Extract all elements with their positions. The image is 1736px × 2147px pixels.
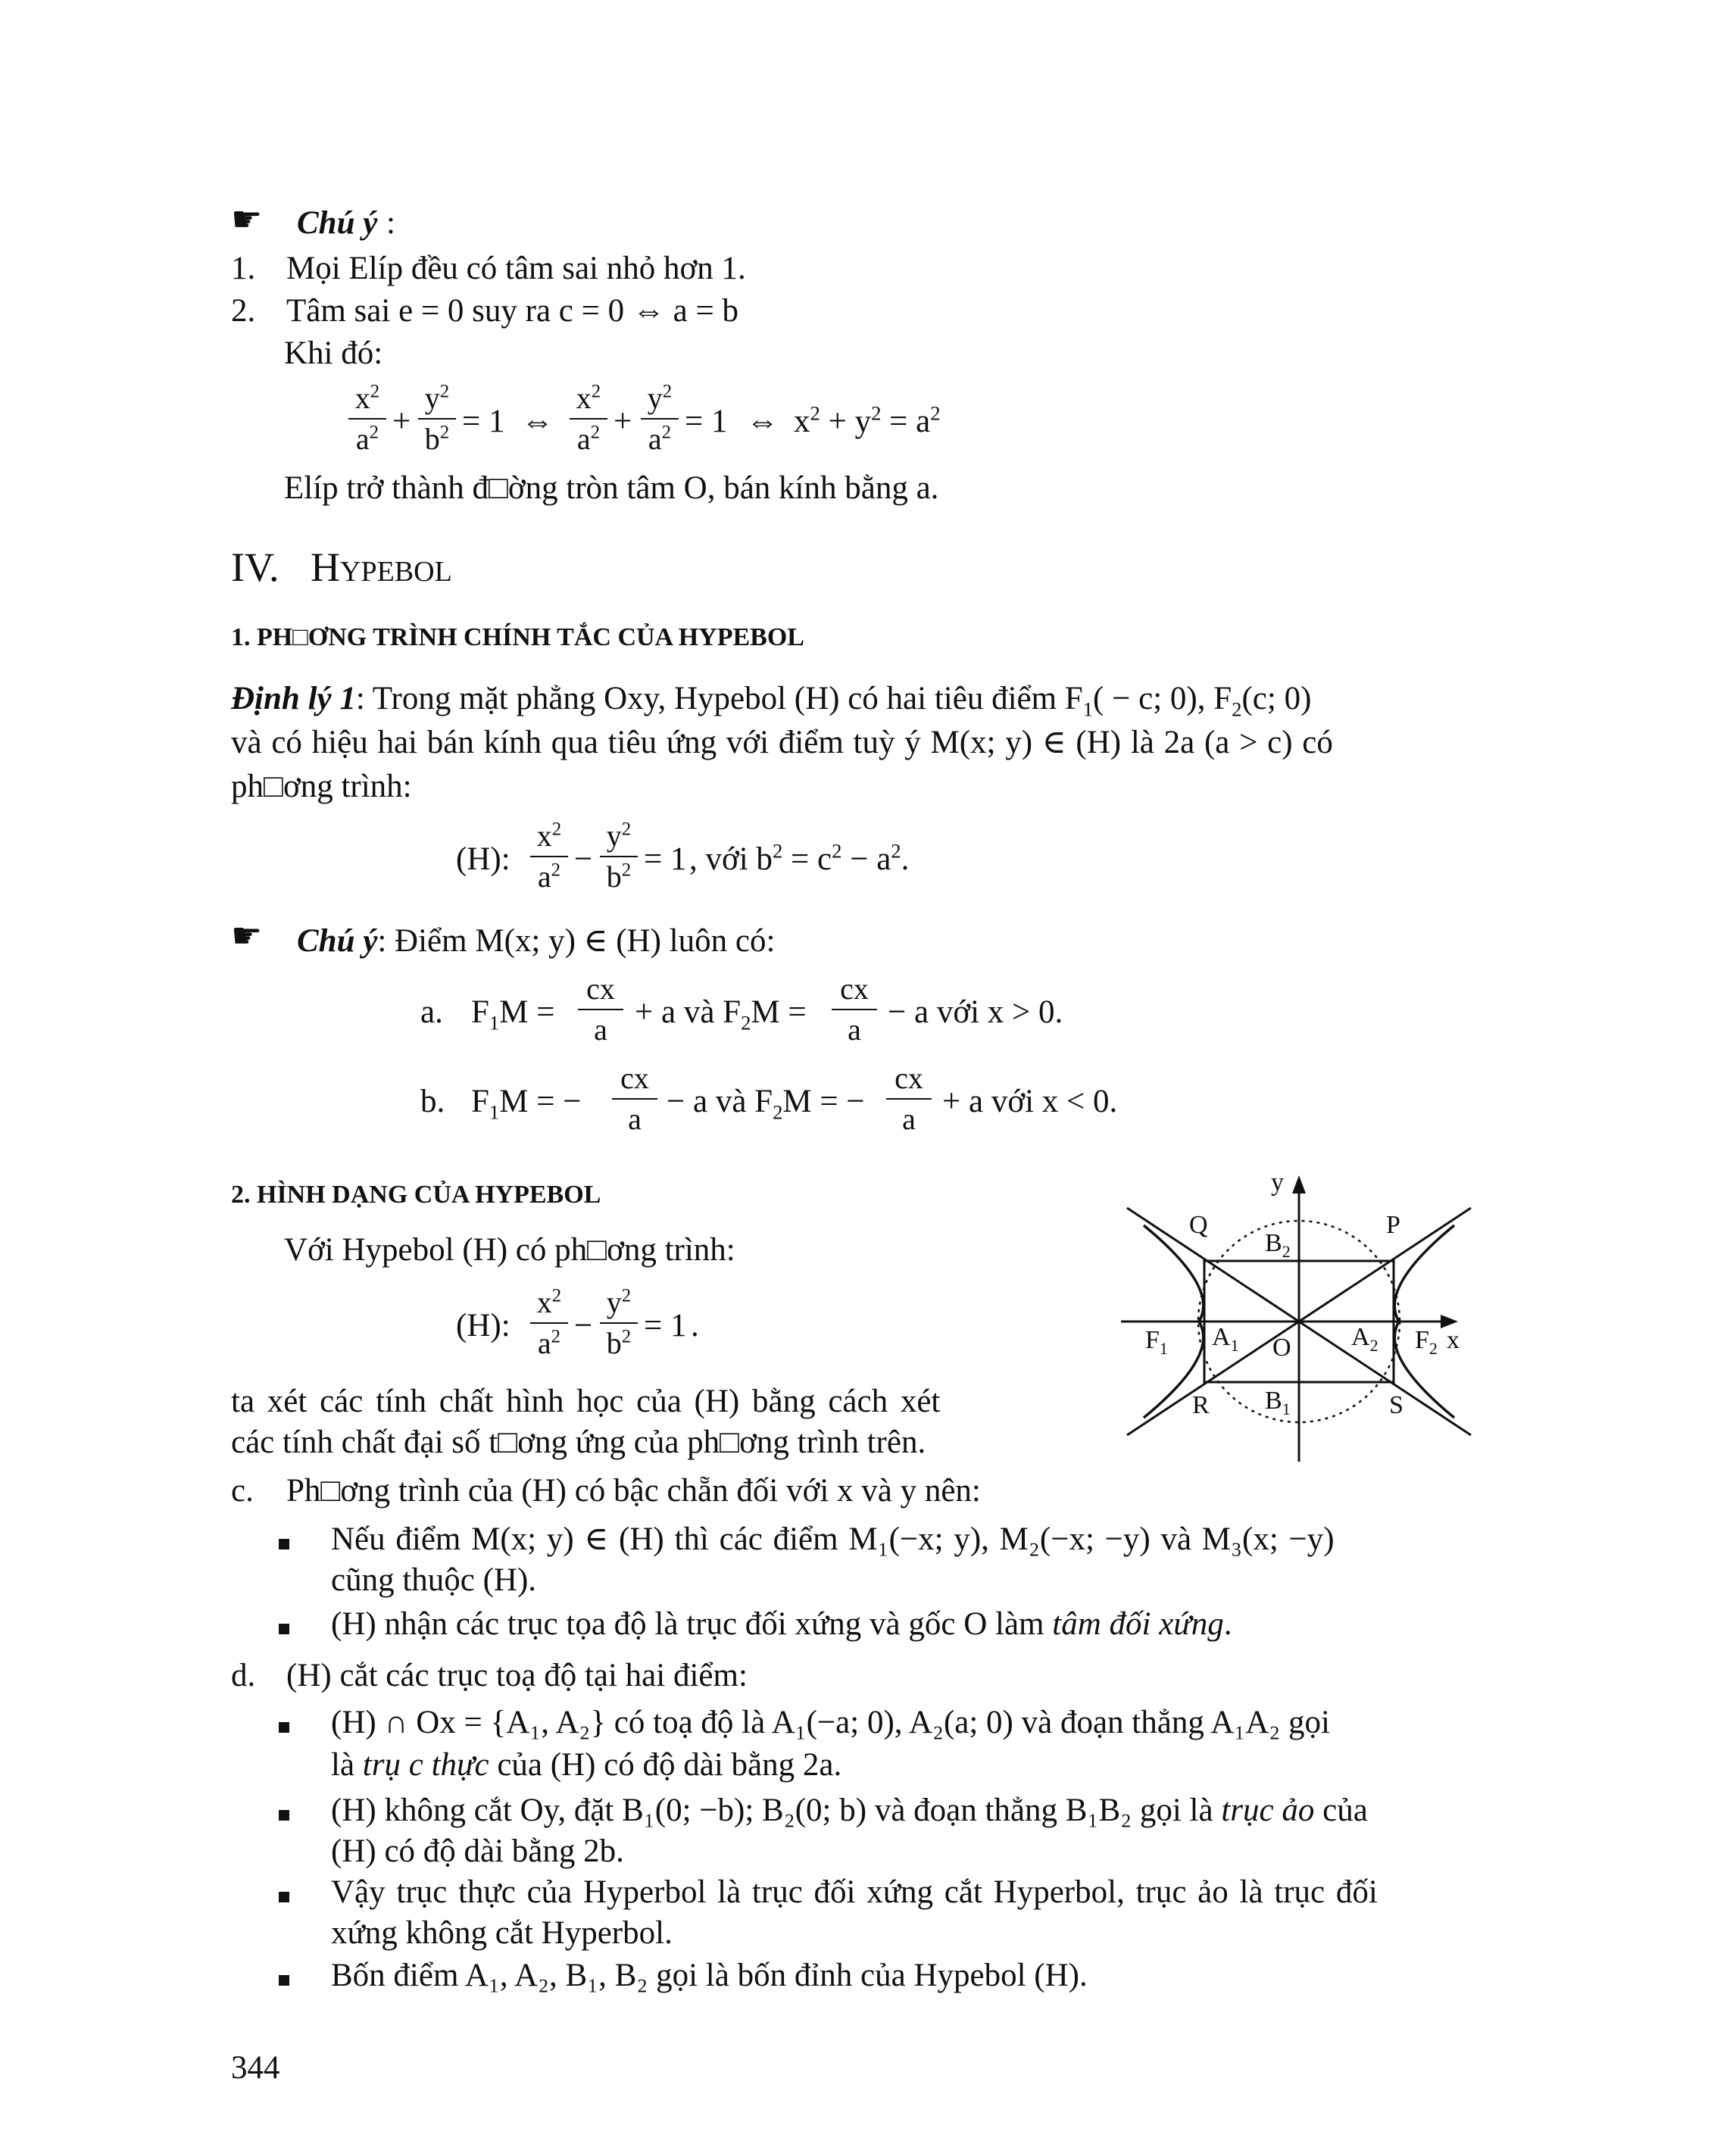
label-P: P [1386, 1211, 1400, 1239]
label-B2: $B_2$ [1265, 1229, 1291, 1261]
bullet-icon [279, 1810, 289, 1821]
list-item: (H) cắt các trục toạ độ tại hai điểm: [286, 1658, 748, 1693]
bullet-icon [279, 1975, 289, 1986]
list-number: 1. [231, 251, 256, 286]
fraction: cx a [578, 971, 623, 1048]
page-number: 344 [231, 2050, 280, 2086]
text-khi-do: Khi đó: [284, 335, 383, 371]
fraction: $x^2$ $a^2$ [530, 818, 568, 895]
bullet-text: cũng thuộc (H). [331, 1562, 537, 1598]
bullet-text: Bốn điểm A₁, A₂, B₁, B₂ gọi là bốn đỉnh của Hypebol (H). [331, 1958, 1088, 1993]
list-label: c. [231, 1473, 254, 1509]
label-Q: Q [1189, 1211, 1208, 1239]
section-number: IV. [231, 545, 279, 590]
text-line: các tính chất đại số t□ơng ứng của ph□ơng trình trên. [231, 1425, 926, 1460]
section-title: Hypebol [311, 545, 452, 590]
document-page: ☛ Chú ý : 1. Mọi Elíp đều có tâm sai nhỏ hơn 1. 2. Tâm sai e = 0 suy ra c = 0 ⇔ a = b Khi đó: $x^2$ $a^2$ + $y^2$ $b^2$ = 1 ⇔ $x^2$ $a^2$ + $y^2$ $a^2$ = 1 ⇔ $x^2 + y^2 = a^2$ Elíp trở thành đ□ờng tròn tâm O, bán kính bằng a. IV. Hypebol 1. PH□ƠNG TRÌNH CHÍNH TẮC CỦA HYPEBOL Định lý 1: Trong mặt phẳng Oxy, Hypebol (H) có hai tiêu điểm $F_1( - c$; 0), $F_2(c$; 0) và có hiệu hai bán kính qua tiêu ứng với điểm tuỳ ý M(x; y) ∈ (H) là 2a (a > c) có ph□ơng trình: (H): $x^2$ $a^2$ − $y^2$ $b^2$ = 1 , với $b^2 = c^2 - a^2$. ☛ Chú ý: Điểm M(x; y) ∈ (H) luôn có: a. $F_1M$ = cx a + a và $F_2M$ = cx a − a với x > 0. b. $F_1M$ = − cx a − a và $F_2M$ = − cx a + a với x < 0. 2. HÌNH DẠNG CỦA HYPEBOL Với Hypebol (H) có ph□ơng trình: (H): $x^2$ $a^2$ − $y^2$ $b^2$ = 1 . ta xét các tính chất hình học của (H) bằng cách xét các tính chất đại số t□ơng ứng của ph□ơng trình trên. y x Q P $B_2$ $F_1$ $A_1$ O $A_2$ $F_2$ R $B_1$ S c. Ph□ơng trình của (H) có bậc chẵn đối với x và y nên: Nếu điểm M(x; y) ∈ (H) thì các điểm M₁(−x; y), M₂(−x; −y) và M₃(x; −y) cũng thuộc (H). (H) nhận các trục tọa độ là trục đối xứng và gốc O làm tâm đối xứng. d. (H) cắt các trục toạ độ tại hai điểm: (H) ∩ Ox = {A₁, A₂} có toạ độ là A₁(−a; 0), A₂(a; 0) và đoạn thẳng A₁A₂ gọi là trụ c thực của (H) có độ dài bằng 2a. (H) không cắt Oy, đặt B₁(0; −b); B₂(0; b) và đoạn thẳng B₁B₂ gọi là trục ảo của (H) có độ dài bằng 2b. Vậy trục thực của Hyperbol là trục đối xứng cắt Hyperbol, trục ảo là trục đối xứng không cắt Hyperbol. Bốn điểm A₁, A₂, B₁, B₂ gọi là bốn đỉnh của Hypebol (H). 344 [0, 0, 1736, 2147]
bullet-text: Vậy trục thực của Hyperbol là trục đối xứng cắt Hyperbol, trục ảo là trục đối [331, 1874, 1378, 1910]
label-x: x [1447, 1326, 1460, 1354]
subsection-title: 1. PH□ƠNG TRÌNH CHÍNH TẮC CỦA HYPEBOL [231, 623, 804, 651]
theorem-line: và có hiệu hai bán kính qua tiêu ứng với điểm tuỳ ý M(x; y) ∈ (H) là 2a (a > c) có [231, 725, 1333, 760]
hyperbola-figure [1113, 1166, 1477, 1469]
fraction: $y^2$ $a^2$ [641, 380, 679, 457]
label-S: S [1389, 1391, 1403, 1419]
bullet-text: (H) không cắt Oy, đặt B₁(0; −b); B₂(0; b) và đoạn thẳng B₁B₂ gọi là trục ảo của [331, 1793, 1368, 1828]
text-line: ta xét các tính chất hình học của (H) bằng cách xét [231, 1384, 941, 1419]
list-item: Tâm sai e = 0 suy ra c = 0 ⇔ a = b [286, 293, 738, 329]
note-label: Chú ý [297, 205, 378, 241]
bullet-icon [279, 1624, 289, 1634]
text-ellipse-circle: Elíp trở thành đ□ờng tròn tâm O, bán kính bằng a. [284, 470, 939, 506]
bullet-text: xứng không cắt Hyperbol. [331, 1915, 673, 1951]
bullet-icon [279, 1722, 289, 1733]
label-F2: $F_2$ [1415, 1326, 1438, 1358]
subsection-title: 2. HÌNH DẠNG CỦA HYPEBOL [231, 1181, 601, 1209]
bullet-text: là trụ c thực của (H) có độ dài bằng 2a. [331, 1747, 842, 1783]
theorem-line: ph□ơng trình: [231, 769, 412, 804]
y-axis-arrow [1292, 1175, 1306, 1194]
theorem-line: Định lý 1: Trong mặt phẳng Oxy, Hypebol (H) có hai tiêu điểm $F_1( - c$; 0), $F_2(c$; 0) [231, 681, 1312, 721]
bullet-text: (H) ∩ Ox = {A₁, A₂} có toạ độ là A₁(−a; 0), A₂(a; 0) và đoạn thẳng A₁A₂ gọi [331, 1705, 1330, 1740]
fraction: cx a [612, 1060, 657, 1137]
pointing-hand-icon: ☛ [231, 915, 263, 956]
bullet-icon [279, 1892, 289, 1902]
label-F1: $F_1$ [1145, 1326, 1168, 1358]
bullet-text: Nếu điểm M(x; y) ∈ (H) thì các điểm M₁(−x; y), M₂(−x; −y) và M₃(x; −y) [331, 1521, 1335, 1557]
fraction: $x^2$ $a^2$ [348, 380, 386, 457]
list-item: Mọi Elíp đều có tâm sai nhỏ hơn 1. [286, 251, 746, 286]
pointing-hand-icon: ☛ [231, 198, 263, 239]
list-item: Ph□ơng trình của (H) có bậc chẵn đối với x và y nên: [286, 1473, 981, 1509]
bullet-icon [279, 1539, 289, 1549]
text-line: Với Hypebol (H) có ph□ơng trình: [284, 1232, 735, 1268]
label-B1: $B_1$ [1265, 1387, 1291, 1418]
list-label: d. [231, 1658, 256, 1693]
fraction: $y^2$ $b^2$ [600, 818, 638, 895]
label-y: y [1271, 1169, 1284, 1197]
list-number: 2. [231, 293, 256, 329]
bullet-text: (H) có độ dài bằng 2b. [331, 1833, 624, 1869]
fraction: cx a [886, 1060, 932, 1137]
fraction: $x^2$ $a^2$ [530, 1284, 568, 1362]
label-A2: $A_2$ [1351, 1323, 1378, 1355]
bullet-text: (H) nhận các trục tọa độ là trục đối xứng và gốc O làm tâm đối xứng. [331, 1606, 1232, 1642]
fraction: $y^2$ $b^2$ [600, 1284, 638, 1362]
fraction: cx a [832, 971, 877, 1048]
label-A1: $A_1$ [1212, 1323, 1239, 1355]
note-line: Chú ý: Điểm M(x; y) ∈ (H) luôn có: [297, 923, 776, 959]
label-O: O [1272, 1334, 1291, 1362]
fraction: $y^2$ $b^2$ [418, 380, 456, 457]
fraction: $x^2$ $a^2$ [570, 380, 607, 457]
note-colon: : [386, 205, 395, 241]
label-R: R [1192, 1391, 1210, 1419]
